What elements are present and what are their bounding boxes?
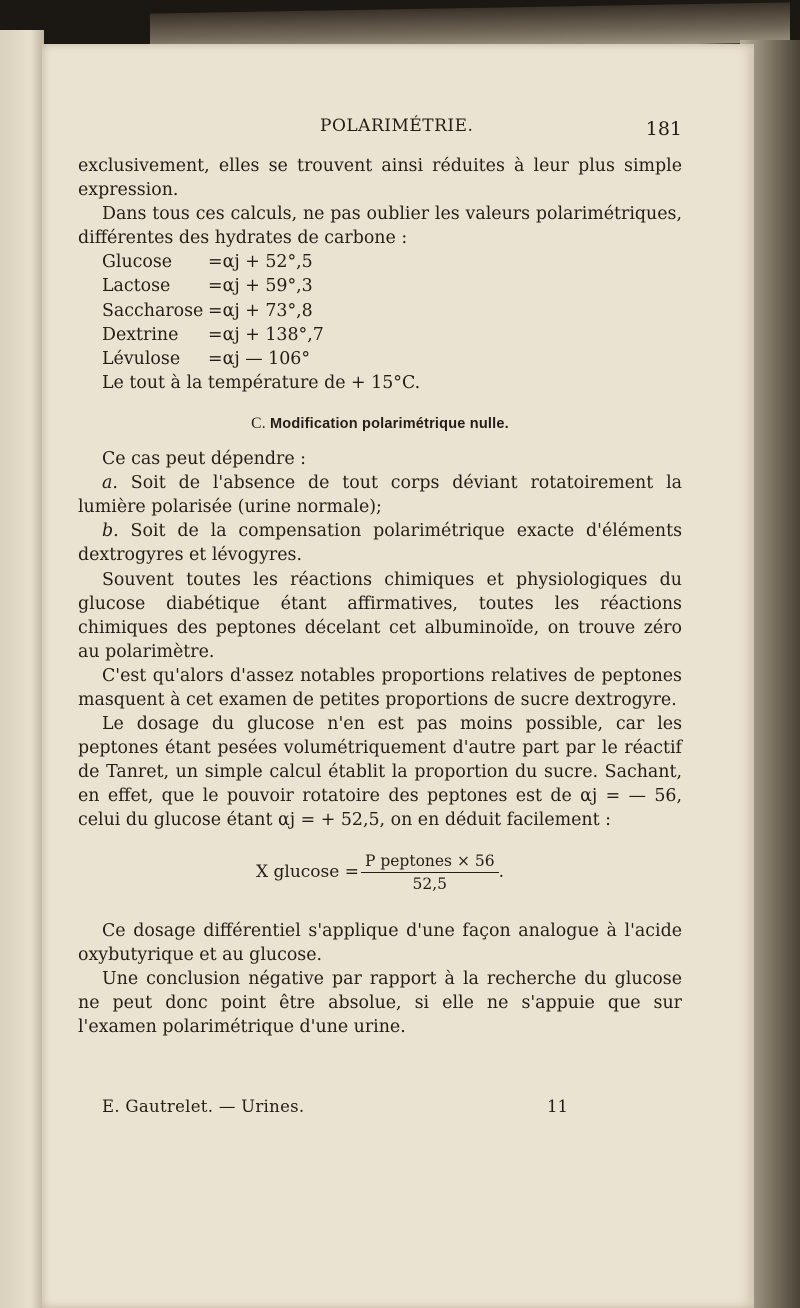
table-row (102, 347, 682, 371)
running-title: POLARIMÉTRIE. (320, 116, 474, 136)
item-label: b. (102, 521, 119, 542)
page-body (78, 154, 682, 1039)
rotation-value: =αj + 52°,5 (208, 252, 313, 273)
formula (78, 849, 682, 897)
paragraph: Le dosage du glucose n'en est pas moins possible, car les peptones étant pesées volumétriquement d'autre part par le réactif de Tanret, un simple calcul établit la proportion du sucre. Sachant, en effet, que le pouvoir rotatoire des peptones est de αj = — 56, celui du glucose étant αj = + 52,5, on en déduit facilement : (78, 714, 682, 831)
formula-end: . (498, 862, 504, 883)
item-text: Soit de l'absence de tout corps déviant rotatoirement la lumière polarisée (urine normale); (78, 473, 683, 518)
item-text: Soit de la compensation polarimétrique exacte d'éléments dextrogyres et lévogyres. (78, 521, 682, 566)
rotation-value: =αj + 73°,8 (208, 300, 313, 321)
sugar-name: Dextrine (102, 324, 179, 345)
section-title: Modification polarimétrique nulle. (270, 415, 509, 432)
list-item (78, 519, 682, 567)
rotation-value: =αj + 138°,7 (208, 324, 324, 345)
table-row (102, 250, 682, 274)
table-row (102, 299, 682, 323)
sugar-name: Lévulose (102, 348, 181, 369)
paragraph: Une conclusion négative par rapport à la recherche du glucose ne peut donc point être absolue, si elle ne s'appuie que sur l'examen polarimétrique d'une urine. (78, 968, 682, 1037)
rotation-value: =αj + 59°,3 (208, 276, 313, 297)
paragraph: Souvent toutes les réactions chimiques et physiologiques du glucose diabétique étant affirmatives, toutes les réactions chimiques des peptones décelant cet albuminoïde, on trouve zéro au polarimètre. (78, 569, 682, 662)
sugar-name: Glucose (102, 252, 173, 273)
sheet-number: 11 (547, 1097, 568, 1116)
rotation-table (102, 250, 682, 395)
book-page (42, 44, 754, 1308)
rotation-value: =αj — 106° (208, 348, 311, 369)
fraction (361, 851, 499, 895)
item-label: a. (102, 473, 118, 494)
table-row (102, 371, 682, 395)
temperature-note: Le tout à la température de + 15°C. (102, 372, 421, 393)
formula-lhs: X glucose = (256, 862, 359, 883)
paragraph: Dans tous ces calculs, ne pas oublier les valeurs polarimétriques, différentes des hydrates de carbone : (78, 204, 682, 249)
table-row (102, 323, 682, 347)
table-row (102, 274, 682, 298)
sugar-name: Saccharose (102, 300, 204, 321)
sugar-name: Lactose (102, 276, 171, 297)
page-header (78, 116, 682, 142)
fraction-denominator: 52,5 (412, 874, 448, 893)
printer-signature: E. Gautrelet. — Urines. (102, 1097, 305, 1116)
page-number: 181 (645, 118, 682, 140)
fraction-numerator: P peptones × 56 (361, 851, 499, 873)
facing-page-edge (0, 30, 44, 1308)
list-item (78, 471, 682, 519)
section-heading (78, 412, 682, 436)
page-footer (102, 1097, 662, 1123)
paragraph: Ce cas peut dépendre : (102, 449, 307, 470)
paragraph: exclusivement, elles se trouvent ainsi réduites à leur plus simple expression. (78, 156, 682, 201)
paragraph: Ce dosage différentiel s'applique d'une façon analogue à l'acide oxybutyrique et au glucose. (78, 920, 682, 965)
paragraph: C'est qu'alors d'assez notables proportions relatives de peptones masquent à cet examen de petites proportions de sucre dextrogyre. (78, 665, 682, 710)
section-letter: C. (251, 414, 266, 432)
